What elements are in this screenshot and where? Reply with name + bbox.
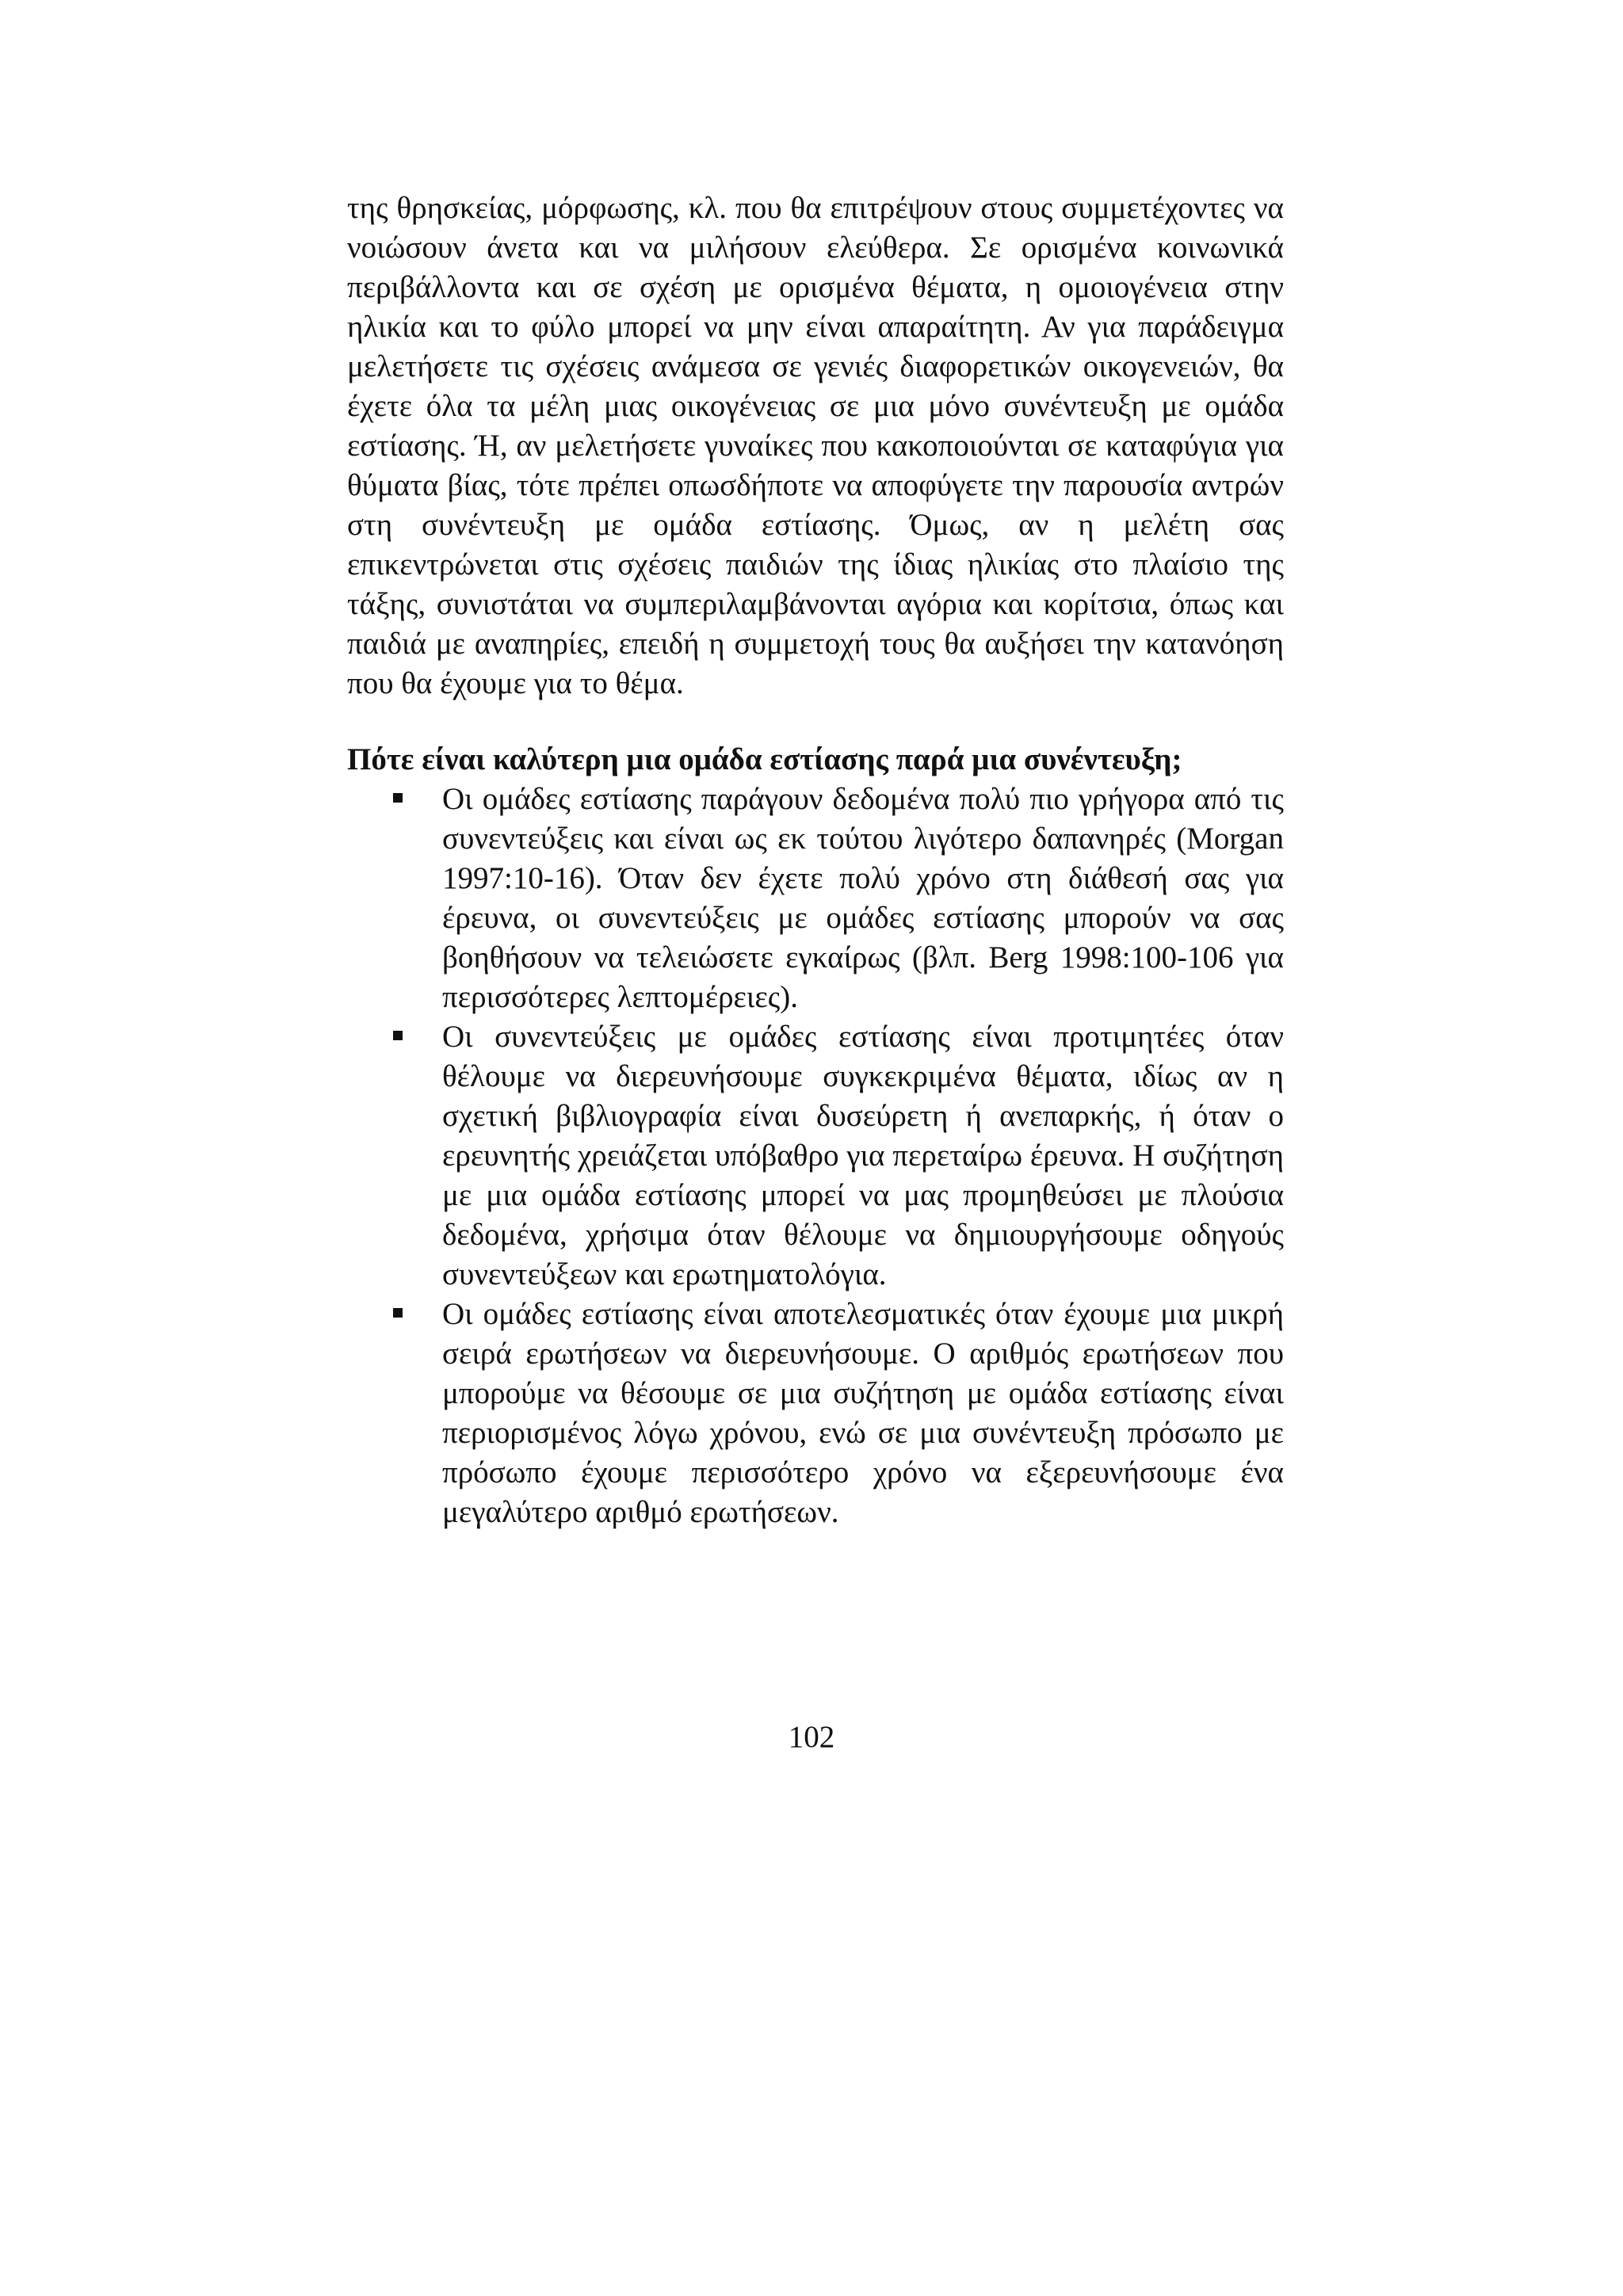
bullet-text: Οι ομάδες εστίασης παράγουν δεδομένα πολύ πιο γρήγορα από τις συνεντεύξεις και είναι ως εκ τούτου λιγότερο δαπανηρές (Morgan 1997:10-16). Όταν δεν έχετε πολύ χρόνο στη διάθεσή σας για έρευνα, οι συνεντεύξεις με ομάδες εστίασης μπορούν να σας βοηθήσουν να τελειώσετε εγκαίρως (βλπ. Berg 1998:100-106 για περισσότερες λεπτομέρειες). (442, 782, 1284, 1014)
text-block (347, 189, 1284, 1532)
body-paragraph: της θρησκείας, μόρφωσης, κλ. που θα επιτρέψουν στους συμμετέχοντες να νοιώσουν άνετα και να μιλήσουν ελεύθερα. Σε ορισμένα κοινωνικά περιβάλλοντα και σε σχέση με ορισμένα θέματα, η ομοιογένεια στην ηλικία και το φύλο μπορεί να μην είναι απαραίτητη. Αν για παράδειγμα μελετήσετε τις σχέσεις ανάμεσα σε γενιές διαφορετικών οικογενειών, θα έχετε όλα τα μέλη μιας οικογένειας σε μια μόνο συνέντευξη με ομάδα εστίασης. Ή, αν μελετήσετε γυναίκες που κακοποιούνται σε καταφύγια για θύματα βίας, τότε πρέπει οπωσδήποτε να αποφύγετε την παρουσία αντρών στη συνέντευξη με ομάδα εστίασης. Όμως, αν η μελέτη σας επικεντρώνεται στις σχέσεις παιδιών της ίδιας ηλικίας στο πλαίσιο της τάξης, συνιστάται να συμπεριλαμβάνονται αγόρια και κορίτσια, όπως και παιδιά με αναπηρίες, επειδή η συμμετοχή τους θα αυξήσει την κατανόηση που θα έχουμε για το θέμα. (347, 191, 1284, 700)
square-bullet-icon (393, 793, 403, 803)
bullet-text: Οι ομάδες εστίασης είναι αποτελεσματικές όταν έχουμε μια μικρή σειρά ερωτήσεων να διερευνήσουμε. Ο αριθμός ερωτήσεων που μπορούμε να θέσουμε σε μια συζήτηση με ομάδα εστίασης είναι περιορισμένος λόγω χρόνου, ενώ σε μια συνέντευξη πρόσωπο με πρόσωπο έχουμε περισσότερο χρόνο να εξερευνήσουμε ένα μεγαλύτερο αριθμό ερωτήσεων. (442, 1297, 1284, 1529)
section-heading: Πότε είναι καλύτερη μια ομάδα εστίασης παρά μια συνέντευξη; (347, 742, 1182, 776)
page-number: 102 (788, 1720, 835, 1754)
bullet-item (347, 780, 1284, 1017)
bullet-list (347, 780, 1284, 1532)
bullet-item (347, 1295, 1284, 1532)
square-bullet-icon (393, 1031, 403, 1040)
square-bullet-icon (393, 1308, 403, 1318)
bullet-item (347, 1017, 1284, 1295)
bullet-text: Οι συνεντεύξεις με ομάδες εστίασης είναι προτιμητέες όταν θέλουμε να διερευνήσουμε συγκεκριμένα θέματα, ιδίως αν η σχετική βιβλιογραφία είναι δυσεύρετη ή ανεπαρκής, ή όταν ο ερευνητής χρειάζεται υπόβαθρο για περεταίρω έρευνα. Η συζήτηση με μια ομάδα εστίασης μπορεί να μας προμηθεύσει με πλούσια δεδομένα, χρήσιμα όταν θέλουμε να δημιουργήσουμε οδηγούς συνεντεύξεων και ερωτηματολόγια. (442, 1020, 1284, 1291)
